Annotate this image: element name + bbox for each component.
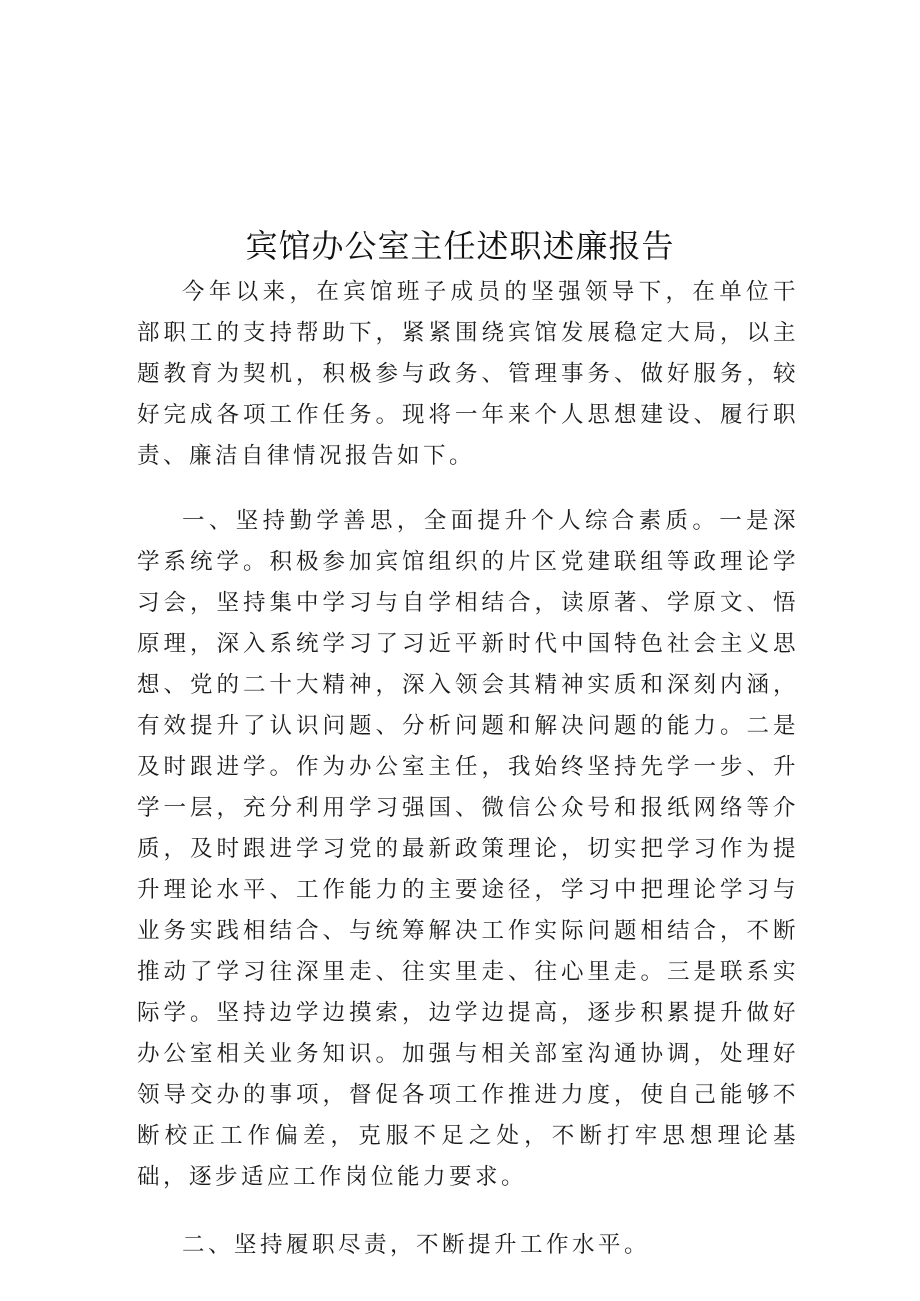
section-one-paragraph: 一、坚持勤学善思，全面提升个人综合素质。一是深学系统学。积极参加宾馆组织的片区党建联组等政理论学习会，坚持集中学习与自学相结合，读原著、学原文、悟原理，深入系统学习了习近平新时代中国特色社会主义思想、党的二十大精神，深入领会其精神实质和深刻内涵，有效提升了认识问题、分析问题和解决问题的能力。二是及时跟进学。作为办公室主任，我始终坚持先学一步、升学一层，充分利用学习强国、微信公众号和报纸网络等介质，及时跟进学习党的最新政策理论，切实把学习作为提升理论水平、工作能力的主要途径，学习中把理论学习与业务实践相结合、与统筹解决工作实际问题相结合，不断推动了学习往深里走、往实里走、往心里走。三是联系实际学。坚持边学边摸索，边学边提高，逐步积累提升做好办公室相关业务知识。加强与相关部室沟通协调，处理好领导交办的事项，督促各项工作推进力度，使自己能够不断校正工作偏差，克服不足之处，不断打牢思想理论基础，逐步适应工作岗位能力要求。 — [137, 508, 799, 1190]
section-two-heading: 二、坚持履职尽责，不断提升工作水平。 — [182, 1232, 651, 1258]
document-title: 宾馆办公室主任述职述廉报告 — [245, 227, 675, 265]
document-body — [137, 272, 799, 1266]
intro-paragraph: 今年以来，在宾馆班子成员的坚强领导下，在单位干部职工的支持帮助下，紧紧围绕宾馆发展稳定大局，以主题教育为契机，积极参与政务、管理事务、做好服务，较好完成各项工作任务。现将一年来个人思想建设、履行职责、廉洁自律情况报告如下。 — [137, 279, 799, 469]
